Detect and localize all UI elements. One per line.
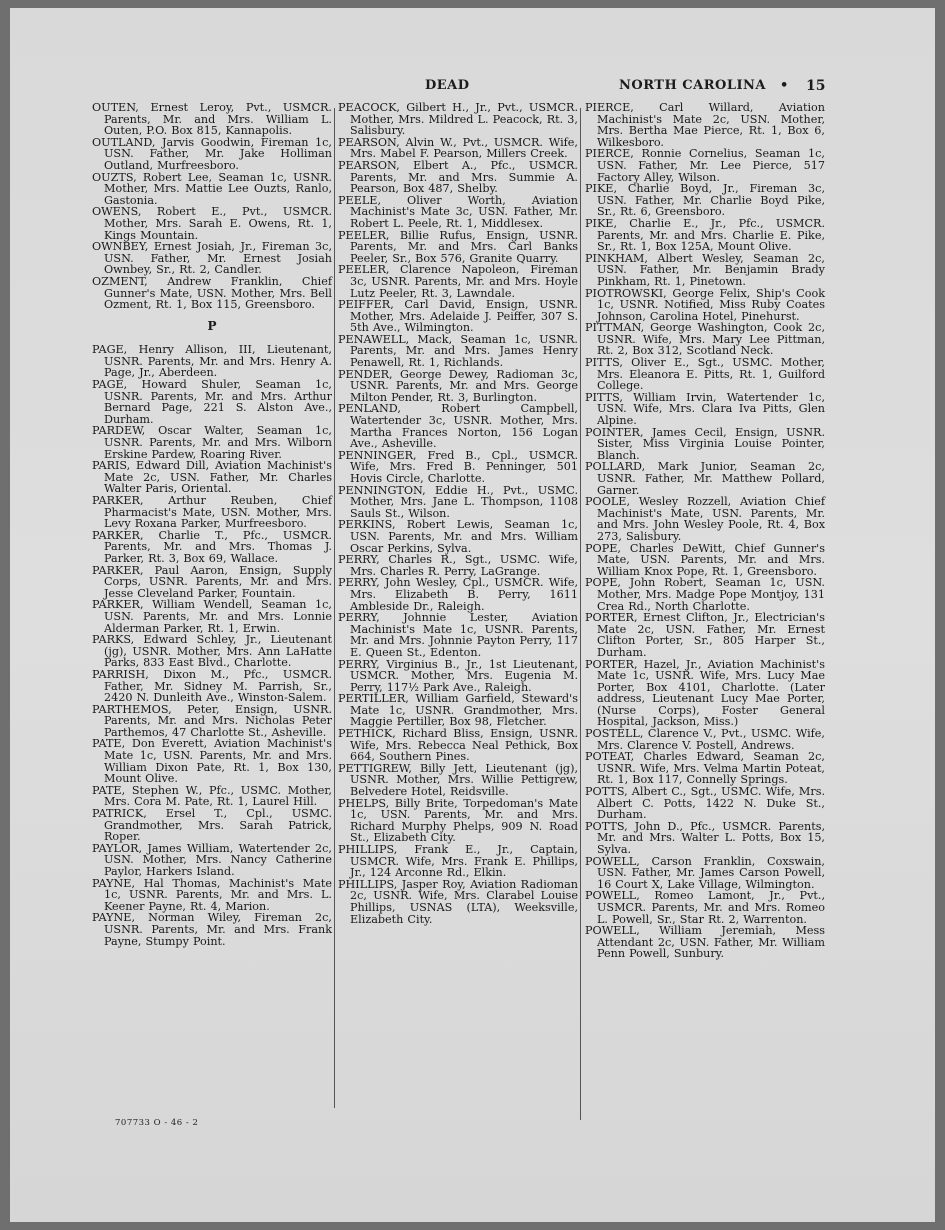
casualty-entry: PIOTROWSKI, George Felix, Ship's Cook 1c, USNR. Notified, Miss Ruby Coates Johnson, Carolina Hotel, Pinehurst. bbox=[585, 286, 825, 323]
casualty-entry: OWENS, Robert E., Pvt., USMCR. Mother, Mrs. Sarah E. Owens, Rt. 1, Kings Mountain. bbox=[92, 205, 332, 242]
casualty-entry: OZMENT, Andrew Franklin, Chief Gunner's Mate, USN. Mother, Mrs. Bell Ozment, Rt. 1, Box 115, Greensboro. bbox=[92, 274, 332, 312]
casualty-entry: PERRY, John Wesley, Cpl., USMCR. Wife, Mrs. Elizabeth B. Perry, 1611 Ambleside Dr., Raleigh. bbox=[338, 576, 578, 613]
casualty-entry: PIERCE, Carl Willard, Aviation Machinist's Mate 2c, USN. Mother, Mrs. Bertha Mae Pierce, Rt. 1, Box 6, Wilkesboro. bbox=[585, 101, 825, 149]
casualty-entry: PAYLOR, James William, Watertender 2c, USN. Mother, Mrs. Nancy Catherine Paylor, Harkers Island. bbox=[92, 841, 332, 878]
casualty-entry: PAGE, Howard Shuler, Seaman 1c, USNR. Parents, Mr. and Mrs. Arthur Bernard Page, 221 S. Alston Ave., Durham. bbox=[92, 378, 332, 426]
casualty-entry: PETHICK, Richard Bliss, Ensign, USNR. Wife, Mrs. Rebecca Neal Pethick, Box 664, Southern Pines. bbox=[338, 727, 578, 764]
column-1 bbox=[92, 102, 332, 947]
column-3 bbox=[585, 102, 825, 960]
casualty-entry: PHILLIPS, Jasper Roy, Aviation Radioman 2c, USNR. Wife, Mrs. Clarabel Louise Phillips, USNAS (LTA), Weeksville, Elizabeth City. bbox=[338, 877, 578, 926]
casualty-entry: PARRISH, Dixon M., Pfc., USMCR. Father, Mr. Sidney M. Parrish, Sr., 2420 N. Dunleith Ave., Winston-Salem. bbox=[92, 667, 332, 705]
casualty-entry: PATE, Stephen W., Pfc., USMC. Mother, Mrs. Cora M. Pate, Rt. 1, Laurel Hill. bbox=[92, 783, 332, 809]
casualty-entry: OUZTS, Robert Lee, Seaman 1c, USNR. Mother, Mrs. Mattie Lee Ouzts, Ranlo, Gastonia. bbox=[92, 170, 332, 207]
casualty-entry: PITTMAN, George Washington, Cook 2c, USNR. Wife, Mrs. Mary Lee Pittman, Rt. 2, Box 312, Scotland Neck. bbox=[585, 321, 825, 358]
casualty-entry: POINTER, James Cecil, Ensign, USNR. Sister, Miss Virginia Louise Pointer, Blanch. bbox=[585, 425, 825, 462]
casualty-entry: POSTELL, Clarence V., Pvt., USMC. Wife, Mrs. Clarence V. Postell, Andrews. bbox=[585, 727, 825, 752]
casualty-entry: PARKER, Arthur Reuben, Chief Pharmacist's Mate, USN. Mother, Mrs. Levy Roxana Parker, Murfreesboro. bbox=[92, 494, 332, 531]
casualty-entry: PHELPS, Billy Brite, Torpedoman's Mate 1c, USN. Parents, Mr. and Mrs. Richard Murphy Phelps, 909 N. Road St., Elizabeth City. bbox=[338, 796, 578, 845]
casualty-entry: PEELER, Clarence Napoleon, Fireman 3c, USNR. Parents, Mr. and Mrs. Hoyle Lutz Peeler, Rt. 3, Lawndale. bbox=[338, 263, 578, 300]
column-divider bbox=[334, 108, 335, 1108]
casualty-entry: POWELL, Carson Franklin, Coxswain, USN. Father, Mr. James Carson Powell, 16 Court X, Lake Village, Wilmington. bbox=[585, 854, 825, 891]
casualty-entry: PARTHEMOS, Peter, Ensign, USNR. Parents, Mr. and Mrs. Nicholas Peter Parthemos, 47 Charlotte St., Asheville. bbox=[92, 702, 332, 739]
casualty-entry: PAYNE, Hal Thomas, Machinist's Mate 1c, USNR. Parents, Mr. and Mrs. L. Keener Payne, Rt. 4, Marion. bbox=[92, 876, 332, 913]
casualty-entry: POTEAT, Charles Edward, Seaman 2c, USNR. Wife, Mrs. Velma Martin Poteat, Rt. 1, Box 117, Connelly Springs. bbox=[585, 750, 825, 787]
casualty-entry: POWELL, Romeo Lamont, Jr., Pvt., USMCR. Parents, Mr. and Mrs. Romeo L. Powell, Sr., Star Rt. 2, Warrenton. bbox=[585, 889, 825, 926]
casualty-entry: PINKHAM, Albert Wesley, Seaman 2c, USN. Father, Mr. Benjamin Brady Pinkham, Rt. 1, Pinetown. bbox=[585, 251, 825, 288]
casualty-entry: PENNINGTON, Eddie H., Pvt., USMC. Mother, Mrs. Jane L. Thompson, 1108 Sauls St., Wilson. bbox=[338, 483, 578, 520]
casualty-entry: PARIS, Edward Dill, Aviation Machinist's Mate 2c, USN. Father, Mr. Charles Walter Paris, Oriental. bbox=[92, 459, 332, 496]
casualty-entry: PORTER, Hazel, Jr., Aviation Machinist's Mate 1c, USNR. Wife, Mrs. Lucy Mae Porter, Box 4101, Charlotte. (Later address, Lieutenant Lucy Mae Porter, (Nurse Corps), Foster General Hospital, Jackson, Miss.) bbox=[585, 657, 825, 729]
column-divider bbox=[580, 108, 581, 1120]
casualty-entry: PETTIGREW, Billy Jett, Lieutenant (jg), USNR. Mother, Mrs. Willie Pettigrew, Belvedere Hotel, Reidsville. bbox=[338, 761, 578, 799]
casualty-entry: POWELL, William Jeremiah, Mess Attendant 2c, USN. Father, Mr. William Penn Powell, Sunbury. bbox=[585, 924, 825, 961]
casualty-entry: POTTS, Albert C., Sgt., USMC. Wife, Mrs. Albert C. Potts, 1422 N. Duke St., Durham. bbox=[585, 785, 825, 822]
document-page bbox=[10, 8, 935, 1222]
casualty-entry: PATRICK, Ersel T., Cpl., USMC. Grandmother, Mrs. Sarah Patrick, Roper. bbox=[92, 807, 332, 844]
casualty-entry: PEELE, Oliver Worth, Aviation Machinist's Mate 3c, USN. Father, Mr. Robert L. Peele, Rt. 1, Middlesex. bbox=[338, 193, 578, 230]
casualty-entry: PARKER, William Wendell, Seaman 1c, USN. Parents, Mr. and Mrs. Lonnie Alderman Parker, Rt. 1, Erwin. bbox=[92, 598, 332, 635]
header-bullet: • bbox=[780, 78, 789, 93]
casualty-entry: PEARSON, Elbert A., Pfc., USMCR. Parents, Mr. and Mrs. Summie A. Pearson, Box 487, Shelby. bbox=[338, 158, 578, 196]
casualty-entry: PARKER, Paul Aaron, Ensign, Supply Corps, USNR. Parents, Mr. and Mrs. Jesse Cleveland Parker, Fountain. bbox=[92, 563, 332, 600]
section-letter: P bbox=[207, 318, 217, 333]
casualty-entry: PATE, Don Everett, Aviation Machinist's Mate 1c, USN. Parents, Mr. and Mrs. William Dixon Pate, Rt. 1, Box 130, Mount Olive. bbox=[92, 737, 332, 786]
casualty-entry: PIKE, Charlie E., Jr., Pfc., USMCR. Parents, Mr. and Mrs. Charlie E. Pike, Sr., Rt. 1, Box 125A, Mount Olive. bbox=[585, 216, 825, 254]
casualty-entry: PEIFFER, Carl David, Ensign, USNR. Mother, Mrs. Adelaide J. Peiffer, 307 S. 5th Ave., Wilmington. bbox=[338, 298, 578, 335]
print-code: 707733 O - 46 - 2 bbox=[115, 1118, 199, 1128]
casualty-entry: PARKS, Edward Schley, Jr., Lieutenant (jg), USNR. Mother, Mrs. Ann LaHatte Parks, 833 East Blvd., Charlotte. bbox=[92, 633, 332, 670]
casualty-entry: PENNINGER, Fred B., Cpl., USMCR. Wife, Mrs. Fred B. Penninger, 501 Hovis Circle, Charlotte. bbox=[338, 448, 578, 485]
casualty-entry: PERRY, Virginius B., Jr., 1st Lieutenant, USMCR. Mother, Mrs. Eugenia M. Perry, 117½ Park Ave., Raleigh. bbox=[338, 657, 578, 694]
casualty-entry: POTTS, John D., Pfc., USMCR. Parents, Mr. and Mrs. Walter L. Potts, Box 15, Sylva. bbox=[585, 819, 825, 856]
casualty-entry: PAGE, Henry Allison, III, Lieutenant, USNR. Parents, Mr. and Mrs. Henry A. Page, Jr., Aberdeen. bbox=[92, 343, 332, 380]
casualty-entry: POLLARD, Mark Junior, Seaman 2c, USNR. Father, Mr. Matthew Pollard, Garner. bbox=[585, 460, 825, 497]
casualty-entry: PAYNE, Norman Wiley, Fireman 2c, USNR. Parents, Mr. and Mrs. Frank Payne, Stumpy Point. bbox=[92, 911, 332, 948]
casualty-entry: PIKE, Charlie Boyd, Jr., Fireman 3c, USN. Father, Mr. Charlie Boyd Pike, Sr., Rt. 6, Greensboro. bbox=[585, 182, 825, 219]
casualty-entry: PARDEW, Oscar Walter, Seaman 1c, USNR. Parents, Mr. and Mrs. Wilborn Erskine Pardew, Roaring River. bbox=[92, 424, 332, 461]
casualty-entry: OWNBEY, Ernest Josiah, Jr., Fireman 3c, USN. Father, Mr. Ernest Josiah Ownbey, Sr., Rt. 2, Candler. bbox=[92, 240, 332, 277]
casualty-entry: PORTER, Ernest Clifton, Jr., Electrician's Mate 2c, USN. Father, Mr. Ernest Clifton Porter, Sr., 805 Harper St., Durham. bbox=[585, 611, 825, 659]
casualty-entry: PERKINS, Robert Lewis, Seaman 1c, USN. Parents, Mr. and Mrs. William Oscar Perkins, Sylva. bbox=[338, 518, 578, 555]
casualty-entry: PENDER, George Dewey, Radioman 3c, USNR. Parents, Mr. and Mrs. George Milton Pender, Rt. 3, Burlington. bbox=[338, 367, 578, 404]
casualty-entry: PERRY, Charles R., Sgt., USMC. Wife, Mrs. Charles R. Perry, LaGrange. bbox=[338, 553, 578, 578]
page-header bbox=[10, 78, 935, 100]
casualty-entry: PENLAND, Robert Campbell, Watertender 3c, USNR. Mother, Mrs. Martha Frances Norton, 156 Logan Ave., Asheville. bbox=[338, 402, 578, 451]
casualty-entry: PERRY, Johnnie Lester, Aviation Machinist's Mate 1c, USNR. Parents, Mr. and Mrs. Johnnie Payton Perry, 117 E. Queen St., Edenton. bbox=[338, 611, 578, 659]
casualty-entry: OUTLAND, Jarvis Goodwin, Fireman 1c, USN. Father, Mr. Jake Holliman Outland, Murfreesboro. bbox=[92, 135, 332, 172]
column-2 bbox=[338, 102, 578, 925]
casualty-entry: POPE, John Robert, Seaman 1c, USN. Mother, Mrs. Madge Pope Montjoy, 131 Crea Rd., North Charlotte. bbox=[585, 576, 825, 613]
casualty-entry: OUTEN, Ernest Leroy, Pvt., USMCR. Parents, Mr. and Mrs. William L. Outen, P.O. Box 815, Kannapolis. bbox=[92, 101, 332, 138]
page-number: 15 bbox=[806, 78, 826, 94]
casualty-entry: PIERCE, Ronnie Cornelius, Seaman 1c, USN. Father, Mr. Lee Pierce, 517 Factory Alley, Wilson. bbox=[585, 147, 825, 184]
casualty-entry: PARKER, Charlie T., Pfc., USMCR. Parents, Mr. and Mrs. Thomas J. Parker, Rt. 3, Box 69, Wallace. bbox=[92, 528, 332, 565]
casualty-entry: PITTS, William Irvin, Watertender 1c, USN. Wife, Mrs. Clara Iva Pitts, Glen Alpine. bbox=[585, 390, 825, 428]
casualty-entry: PITTS, Oliver E., Sgt., USMC. Mother, Mrs. Eleanora E. Pitts, Rt. 1, Guilford College. bbox=[585, 356, 825, 393]
casualty-entry: PERTILLER, William Garfield, Steward's Mate 1c, USNR. Grandmother, Mrs. Maggie Pertiller, Box 98, Fletcher. bbox=[338, 692, 578, 729]
header-title: DEAD bbox=[425, 78, 470, 93]
casualty-entry: PEELER, Billie Rufus, Ensign, USNR. Parents, Mr. and Mrs. Carl Banks Peeler, Sr., Box 576, Granite Quarry. bbox=[338, 228, 578, 265]
casualty-entry: POPE, Charles DeWitt, Chief Gunner's Mate, USN. Parents, Mr. and Mrs. William Knox Pope, Rt. 1, Greensboro. bbox=[585, 541, 825, 578]
header-state: NORTH CAROLINA bbox=[619, 78, 767, 93]
casualty-entry: PEACOCK, Gilbert H., Jr., Pvt., USMCR. Mother, Mrs. Mildred L. Peacock, Rt. 3, Salisbury. bbox=[338, 101, 578, 138]
casualty-entry: PEARSON, Alvin W., Pvt., USMCR. Wife, Mrs. Mabel F. Pearson, Millers Creek. bbox=[338, 135, 578, 161]
casualty-entry: PENAWELL, Mack, Seaman 1c, USNR. Parents, Mr. and Mrs. James Henry Penawell, Rt. 1, Richlands. bbox=[338, 332, 578, 370]
casualty-entry: POOLE, Wesley Rozzell, Aviation Chief Machinist's Mate, USN. Parents, Mr. and Mrs. John Wesley Poole, Rt. 4, Box 273, Salisbury. bbox=[585, 495, 825, 543]
casualty-entry: PHILLIPS, Frank E., Jr., Captain, USMCR. Wife, Mrs. Frank E. Phillips, Jr., 124 Arconne Rd., Elkin. bbox=[338, 843, 578, 880]
